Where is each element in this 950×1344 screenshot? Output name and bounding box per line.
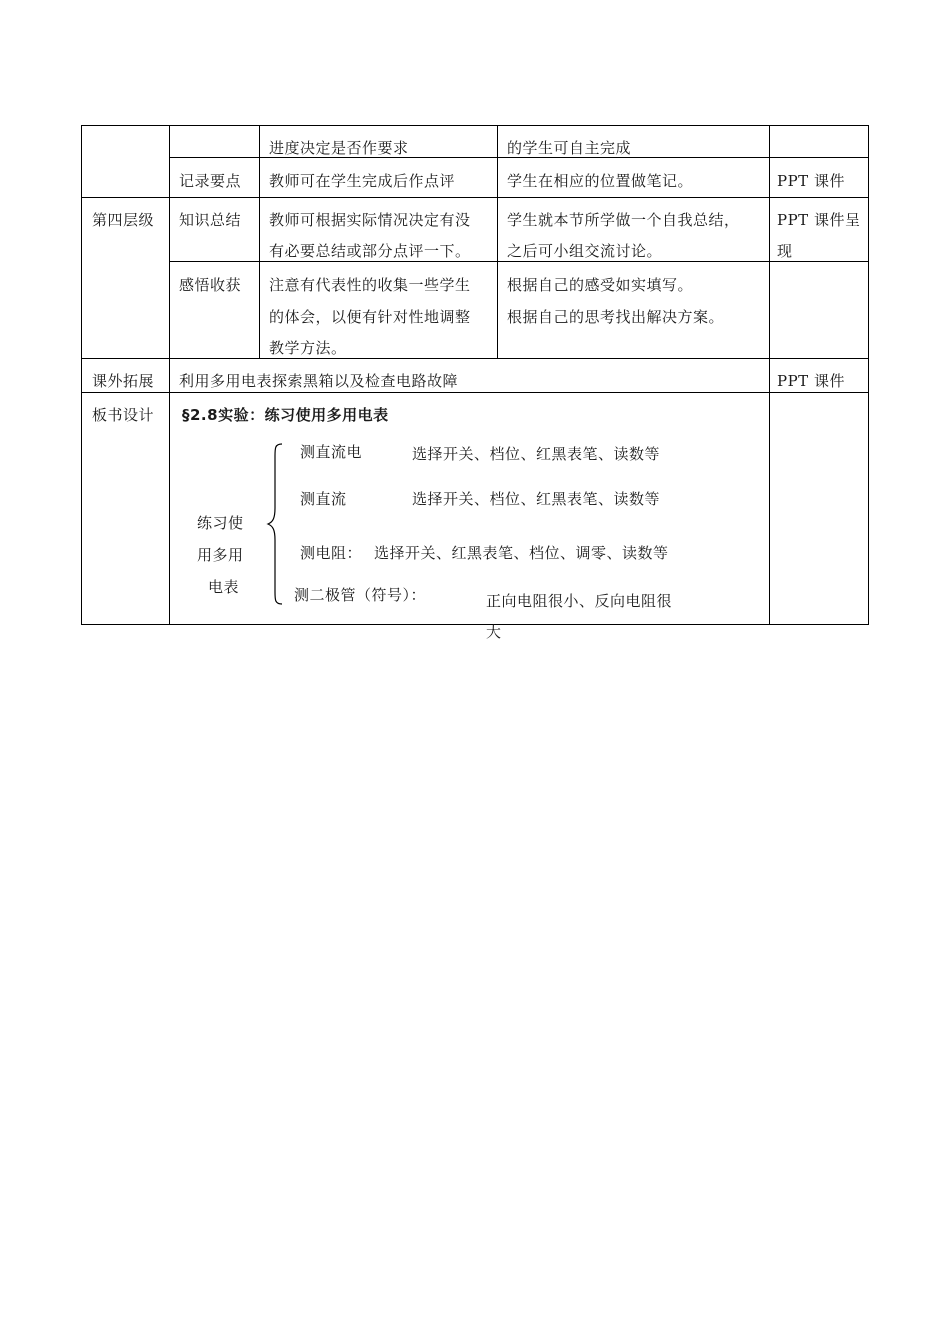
board-title: §2.8实验：练习使用多用电表 — [182, 406, 389, 424]
table-cell: 有必要总结或部分点评一下。 — [269, 242, 471, 260]
table-cell: 教师可根据实际情况决定有没 — [269, 211, 471, 229]
table-cell: 的学生可自主完成 — [507, 139, 632, 157]
curly-brace-icon — [266, 442, 286, 606]
row-label: 第四层级 — [92, 211, 155, 229]
table-cell: 记录要点 — [179, 172, 242, 190]
table-border-bottom — [81, 624, 869, 625]
table-cell: 学生就本节所学做一个自我总结， — [507, 211, 740, 229]
board-item-name: 测二极管（符号）： — [294, 586, 427, 604]
board-item-name: 测直流电 — [300, 443, 363, 461]
board-item-desc: 选择开关、档位、红黑表笔、读数等 — [412, 445, 661, 463]
table-rule — [259, 125, 260, 359]
table-cell: 教学方法。 — [269, 339, 347, 357]
table-cell: PPT 课件呈 — [777, 211, 861, 229]
table-cell: 教师可在学生完成后作点评 — [269, 172, 456, 190]
board-left-text: 练习使 — [197, 514, 244, 532]
table-cell: PPT 课件 — [777, 172, 845, 190]
table-cell: 感悟收获 — [179, 276, 242, 294]
table-border-right — [868, 125, 869, 625]
table-cell: 利用多用电表探索黑箱以及检查电路故障 — [179, 372, 459, 390]
table-cell: 的体会，以便有针对性地调整 — [269, 308, 471, 326]
board-item-name: 测电阻： — [300, 544, 363, 562]
table-rule — [769, 125, 770, 625]
row-label: 课外拓展 — [92, 372, 155, 390]
table-cell: 现 — [777, 242, 793, 260]
table-border-top — [81, 125, 869, 126]
board-left-text: 用多用 — [197, 546, 244, 564]
board-item-desc: 正向电阻很小、反向电阻很 — [486, 592, 673, 610]
table-cell: 学生在相应的位置做笔记。 — [507, 172, 694, 190]
table-rule — [81, 358, 869, 359]
board-item-desc: 大 — [486, 623, 502, 641]
table-cell: 知识总结 — [179, 211, 242, 229]
table-rule — [497, 125, 498, 359]
board-left-text: 电表 — [208, 578, 240, 596]
board-item-desc: 选择开关、档位、红黑表笔、读数等 — [412, 490, 661, 508]
table-cell: 注意有代表性的收集一些学生 — [269, 276, 471, 294]
table-cell: PPT 课件 — [777, 372, 845, 390]
board-item-desc: 选择开关、红黑表笔、档位、调零、读数等 — [374, 544, 669, 562]
table-rule — [169, 125, 170, 625]
table-cell: 根据自己的思考找出解决方案。 — [507, 308, 725, 326]
table-cell: 根据自己的感受如实填写。 — [507, 276, 694, 294]
row-label: 板书设计 — [92, 406, 155, 424]
table-border-left — [81, 125, 82, 625]
table-rule — [81, 197, 869, 198]
table-cell: 进度决定是否作要求 — [269, 139, 409, 157]
board-item-name: 测直流 — [300, 490, 347, 508]
table-cell: 之后可小组交流讨论。 — [507, 242, 663, 260]
